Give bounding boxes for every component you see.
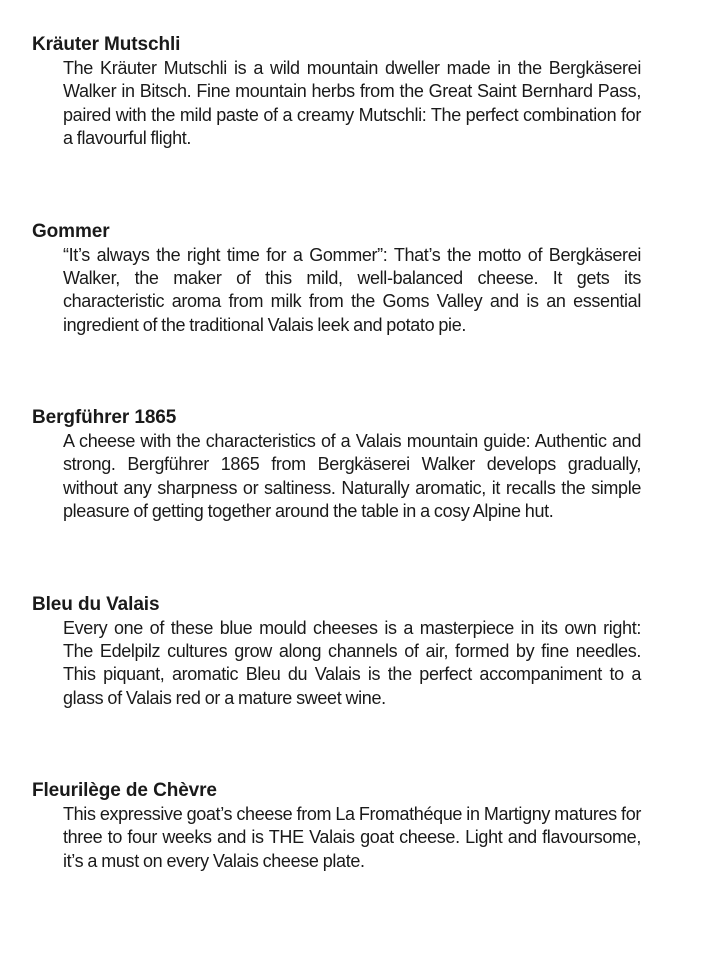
cheese-description: “It’s always the right time for a Gommer”: That’s the motto of Bergkäserei Walker, the maker of this mild, well-balanced cheese. It gets its characteristic aroma from milk from the Goms Valley and is an essential ingredient of the traditional Valais leek and potato pie.: [63, 244, 641, 335]
cheese-entry-kraeuter-mutschli: [32, 33, 642, 220]
cheese-entry-bleu-du-valais: [32, 593, 642, 780]
cheese-title: Bleu du Valais: [32, 593, 160, 615]
cheese-title: Bergführer 1865: [32, 407, 177, 428]
cheese-title: Kräuter Mutschli: [32, 34, 181, 55]
cheese-list: [32, 33, 642, 966]
cheese-description: The Kräuter Mutschli is a wild mountain dweller made in the Bergkäserei Walker in Bitsch. Fine mountain herbs from the Great Saint Bernhard Pass, paired with the mild paste of a creamy Mutschli: The perfect combination for a flavourful flight.: [63, 58, 641, 149]
cheese-entry-gommer: [32, 220, 642, 407]
cheese-title: Fleurilège de Chèvre: [32, 780, 217, 801]
cheese-entry-fleurilege-de-chevre: [32, 779, 642, 966]
cheese-description: A cheese with the characteristics of a Valais mountain guide: Authentic and strong. Bergführer 1865 from Bergkäserei Walker develops gradually, without any sharpness or saltiness. Naturally aromatic, it recalls the simple pleasure of getting together around the table in a cosy Alpine hut.: [63, 431, 641, 522]
cheese-description: Every one of these blue mould cheeses is a masterpiece in its own right: The Edelpilz cultures grow along channels of air, formed by fine needles. This piquant, aromatic Bleu du Valais is the perfect accompaniment to a glass of Valais red or a mature sweet wine.: [63, 617, 641, 708]
cheese-description: This expressive goat’s cheese from La Fromathéque in Martigny matures for three to four weeks and is THE Valais goat cheese. Light and flavoursome, it’s a must on every Valais cheese plate.: [63, 804, 641, 871]
cheese-title: Gommer: [32, 220, 110, 242]
cheese-entry-bergfuehrer-1865: [32, 406, 642, 593]
